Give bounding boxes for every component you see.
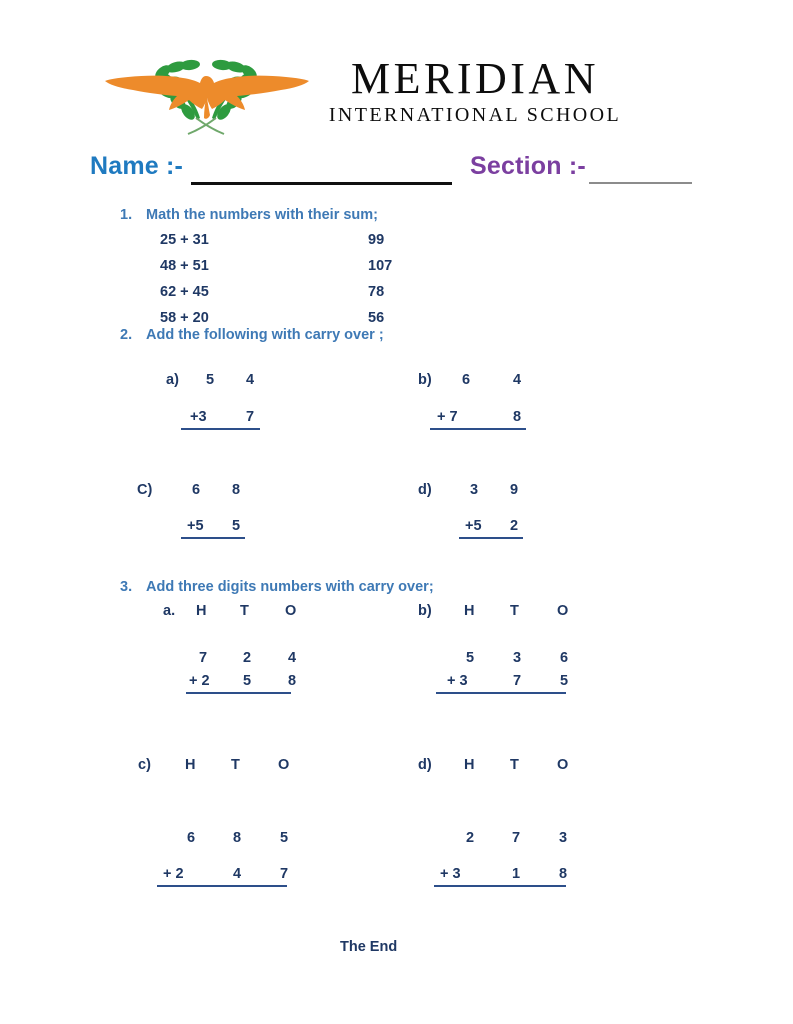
q2-addend-tens: 6	[462, 372, 471, 388]
q2-addend2-ones: 2	[510, 518, 519, 534]
q2-operator-tens: +3	[190, 409, 207, 425]
q1-sum: 56	[368, 310, 385, 326]
q2-item-label: d)	[418, 482, 432, 498]
place-header-hundreds: H	[464, 757, 475, 773]
q3-answer-rule	[186, 692, 291, 694]
q2-addend-ones: 9	[510, 482, 519, 498]
place-header-tens: T	[240, 603, 249, 619]
q3-addend2-tens: 5	[243, 673, 252, 689]
q2-addend2-ones: 5	[232, 518, 241, 534]
q1-sum: 107	[368, 258, 393, 274]
q2-item-label: a)	[166, 372, 179, 388]
q3-addend2-tens: 7	[513, 673, 522, 689]
section-label: Section :-	[470, 152, 586, 180]
q2-answer-rule	[181, 537, 245, 539]
q3-addend-ones: 3	[559, 830, 568, 846]
q2-operator-tens: + 7	[437, 409, 458, 425]
place-header-tens: T	[510, 603, 519, 619]
q2-addend-tens: 3	[470, 482, 479, 498]
q2-answer-rule	[181, 428, 260, 430]
question-2-number: 2.	[120, 327, 133, 343]
q2-answer-rule	[459, 537, 523, 539]
name-input-line[interactable]	[191, 182, 452, 185]
school-header	[0, 48, 793, 140]
q2-answer-rule	[430, 428, 526, 430]
q3-addend-ones: 6	[560, 650, 569, 666]
q3-item-label: c)	[138, 757, 151, 773]
q3-addend-hundreds: 6	[187, 830, 196, 846]
q3-operator-hundreds: + 2	[163, 866, 184, 882]
q1-expression: 58 + 20	[160, 310, 209, 326]
q3-answer-rule	[436, 692, 566, 694]
q3-addend-hundreds: 7	[199, 650, 208, 666]
q3-item-label: d)	[418, 757, 432, 773]
q2-addend-ones: 8	[232, 482, 241, 498]
school-name: MERIDIAN	[351, 54, 599, 103]
q2-addend-ones: 4	[513, 372, 522, 388]
q3-operator-hundreds: + 3	[447, 673, 468, 689]
q3-item-label: b)	[418, 603, 432, 619]
name-label: Name :-	[90, 152, 184, 180]
q2-operator-tens: +5	[465, 518, 482, 534]
place-header-ones: O	[278, 757, 290, 773]
place-header-hundreds: H	[185, 757, 196, 773]
q2-item-label: C)	[137, 482, 153, 498]
q3-addend2-ones: 5	[560, 673, 569, 689]
q2-operator-tens: +5	[187, 518, 204, 534]
place-header-ones: O	[557, 603, 569, 619]
q3-addend2-tens: 4	[233, 866, 242, 882]
q3-answer-rule	[434, 885, 566, 887]
school-subtitle: INTERNATIONAL SCHOOL	[328, 104, 622, 126]
q1-expression: 48 + 51	[160, 258, 209, 274]
q1-sum: 99	[368, 232, 385, 248]
q1-expression: 25 + 31	[160, 232, 209, 248]
q3-addend-tens: 8	[233, 830, 242, 846]
question-3-prompt: Add three digits numbers with carry over;	[146, 579, 434, 595]
q2-addend2-ones: 7	[246, 409, 255, 425]
q3-addend2-ones: 8	[559, 866, 568, 882]
section-input-line[interactable]	[589, 182, 692, 184]
q3-addend2-ones: 8	[288, 673, 297, 689]
question-1-number: 1.	[120, 207, 133, 223]
q3-addend-hundreds: 5	[466, 650, 475, 666]
q3-addend-ones: 4	[288, 650, 297, 666]
bird-laurel-wreath-icon	[100, 48, 312, 136]
q3-addend2-tens: 1	[512, 866, 521, 882]
place-header-hundreds: H	[464, 603, 475, 619]
place-header-hundreds: H	[196, 603, 207, 619]
school-wordmark	[310, 56, 640, 126]
q3-operator-hundreds: + 2	[189, 673, 210, 689]
q2-addend2-ones: 8	[513, 409, 522, 425]
place-header-tens: T	[510, 757, 519, 773]
place-header-ones: O	[557, 757, 569, 773]
q3-addend-tens: 7	[512, 830, 521, 846]
q2-addend-tens: 6	[192, 482, 201, 498]
q3-addend-tens: 2	[243, 650, 252, 666]
place-header-tens: T	[231, 757, 240, 773]
place-header-ones: O	[285, 603, 297, 619]
q3-addend-hundreds: 2	[466, 830, 475, 846]
question-3-number: 3.	[120, 579, 133, 595]
q1-expression: 62 + 45	[160, 284, 209, 300]
q3-addend-ones: 5	[280, 830, 289, 846]
q3-item-label: a.	[163, 603, 176, 619]
q2-item-label: b)	[418, 372, 432, 388]
q3-addend2-ones: 7	[280, 866, 289, 882]
q3-addend-tens: 3	[513, 650, 522, 666]
q2-addend-ones: 4	[246, 372, 255, 388]
q2-addend-tens: 5	[206, 372, 215, 388]
question-1-prompt: Math the numbers with their sum;	[146, 207, 379, 223]
q1-sum: 78	[368, 284, 385, 300]
q3-answer-rule	[157, 885, 287, 887]
end-note: The End	[340, 939, 398, 955]
q3-operator-hundreds: + 3	[440, 866, 461, 882]
student-identity-row	[0, 152, 793, 190]
question-2-prompt: Add the following with carry over ;	[146, 327, 384, 343]
